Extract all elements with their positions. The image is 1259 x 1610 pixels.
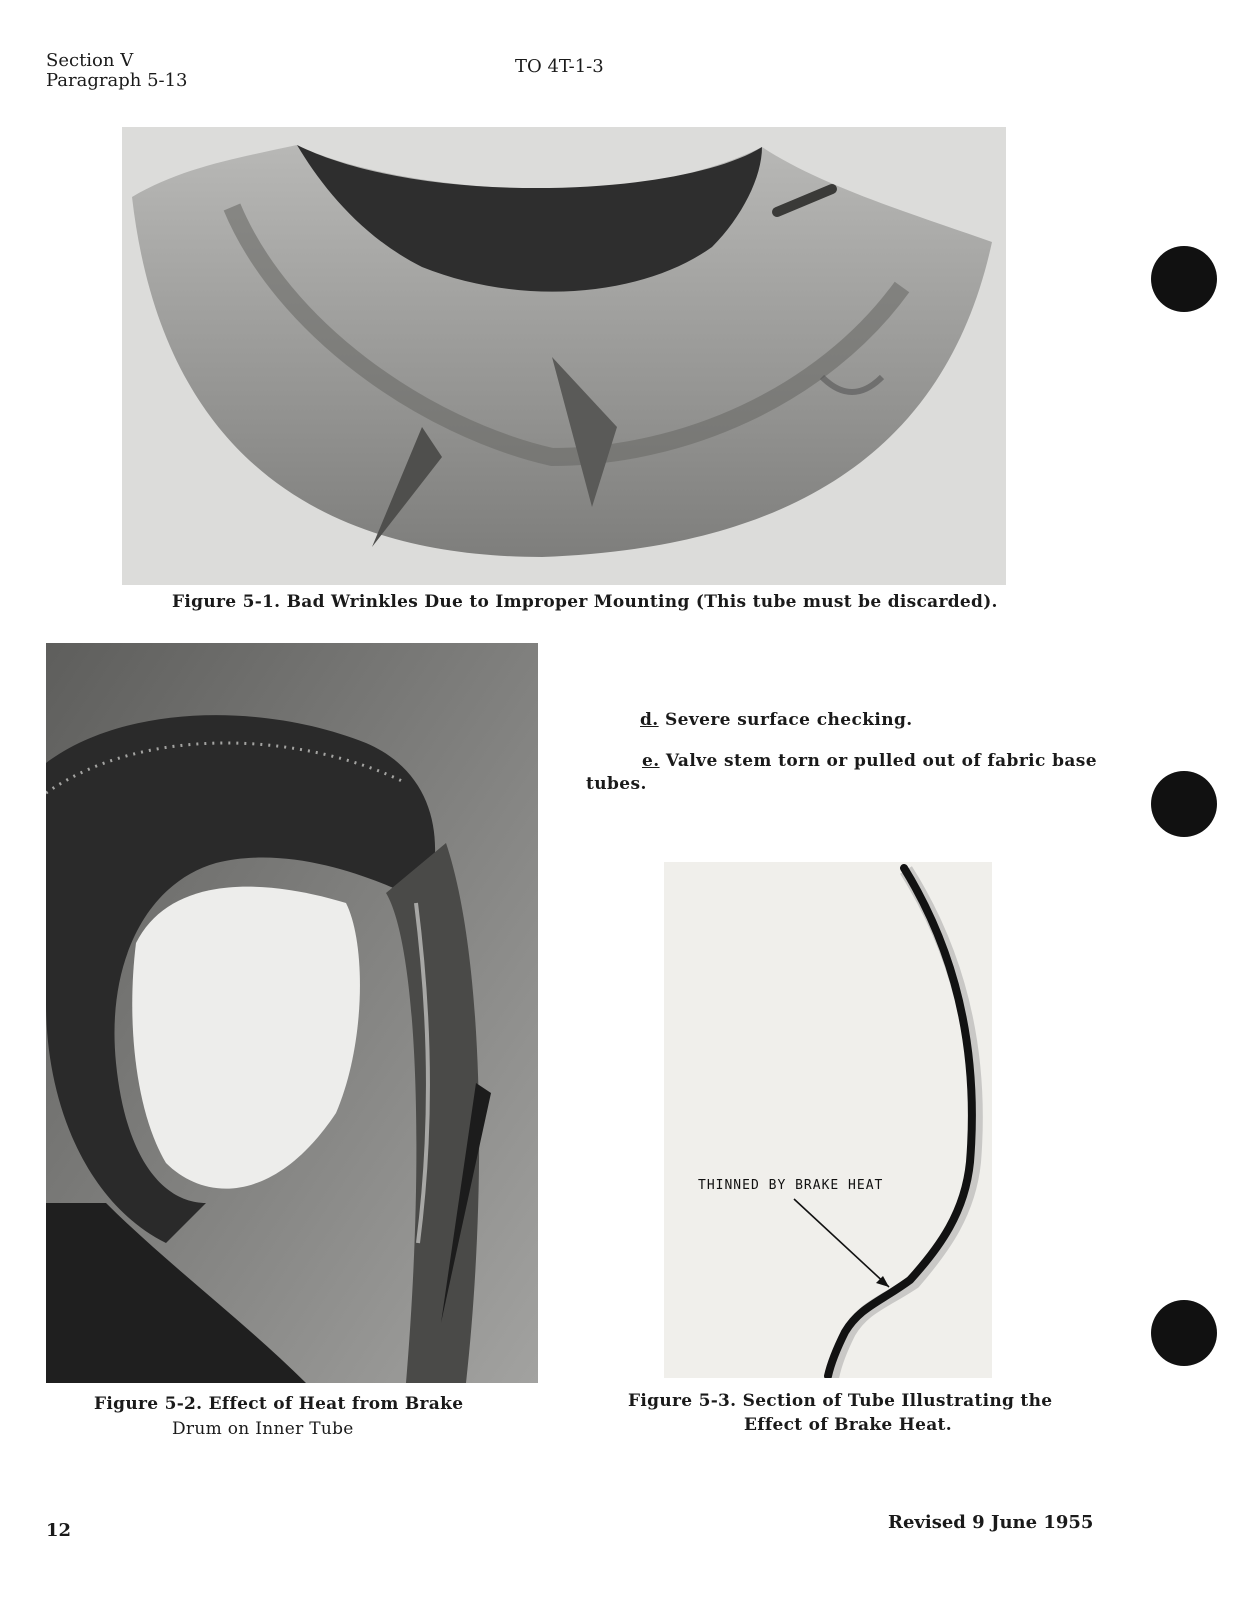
binder-hole-middle <box>1151 771 1217 837</box>
figure-5-3-caption-line1: Figure 5-3. Section of Tube Illustrating the <box>628 1391 1053 1411</box>
figure-5-2-caption-line2: Drum on Inner Tube <box>172 1419 354 1439</box>
figure-5-3-caption-line2: Effect of Brake Heat. <box>744 1415 952 1435</box>
list-item-d-text: Severe surface checking. <box>664 710 913 730</box>
section-label: Section V <box>46 50 134 71</box>
list-item-e-continuation: tubes. <box>586 774 647 794</box>
list-item-d-letter: d. <box>640 710 659 730</box>
figure-5-2-caption-line1: Figure 5-2. Effect of Heat from Brake <box>94 1394 464 1414</box>
list-item-e <box>642 749 1097 774</box>
list-item-e-text: Valve stem torn or pulled out of fabric base <box>665 751 1097 771</box>
paragraph-label: Paragraph 5-13 <box>46 70 188 91</box>
figure-5-3-photo <box>664 862 992 1378</box>
figure-5-1-caption: Figure 5-1. Bad Wrinkles Due to Improper Mounting (This tube must be discarded). <box>172 592 998 612</box>
binder-hole-top <box>1151 246 1217 312</box>
binder-hole-bottom <box>1151 1300 1217 1366</box>
list-item-e-letter: e. <box>642 751 660 771</box>
list-item-d <box>640 708 913 733</box>
revision-date: Revised 9 June 1955 <box>888 1512 1094 1533</box>
document-number: TO 4T-1-3 <box>515 56 604 77</box>
figure-5-3-callout-label: THINNED BY BRAKE HEAT <box>693 1177 888 1194</box>
page-number: 12 <box>46 1520 72 1541</box>
figure-5-1-photo <box>122 127 1006 585</box>
figure-5-2-photo <box>46 643 538 1383</box>
